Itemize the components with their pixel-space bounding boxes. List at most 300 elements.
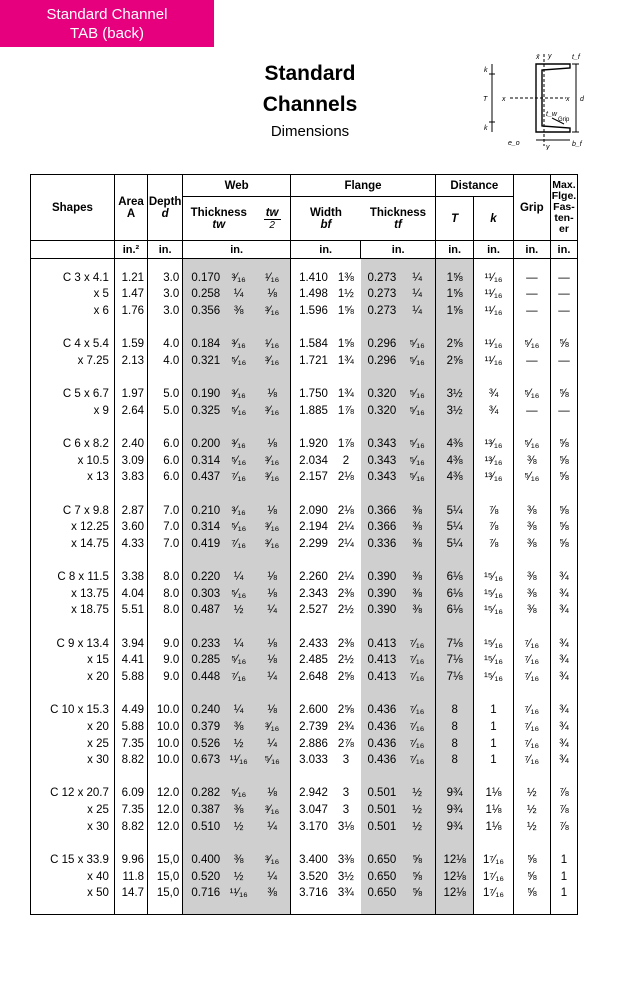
cell-flange-width-dec: 2.527	[299, 604, 328, 617]
cell-flange-thickness-dec: 0.390	[361, 602, 399, 619]
cell-flange-thickness-dec: 0.413	[361, 652, 399, 669]
table-row	[31, 652, 578, 669]
cell-distance-k: ¹¹⁄₁₆	[474, 286, 513, 303]
spacer-cell	[183, 369, 223, 386]
cell-web-thickness-frac: ¼	[223, 635, 254, 652]
table-row	[31, 452, 578, 469]
cell-depth: 6.0	[148, 436, 183, 453]
spacer-cell	[290, 552, 330, 569]
cell-half-web: ¼	[254, 602, 290, 619]
cell-depth: 4.0	[148, 336, 183, 353]
bottom-spacer	[31, 902, 578, 915]
header-flange-thickness-sym: tf	[394, 218, 402, 231]
cell-depth: 10.0	[148, 735, 183, 752]
table-row	[31, 536, 578, 553]
cell-shape: x 9	[31, 402, 115, 419]
header-max-line3: Fas-	[553, 201, 575, 213]
cell-distance-T: 2⅝	[435, 352, 473, 369]
cell-flange-width-dec: 2.600	[299, 704, 328, 717]
cell-depth: 10.0	[148, 719, 183, 736]
header-flange-width-sym: bf	[320, 218, 332, 231]
spacer-cell	[550, 369, 577, 386]
diagram-label-T: T	[483, 96, 488, 103]
cell-flange-thickness-dec: 0.336	[361, 536, 399, 553]
spacer-cell	[361, 835, 399, 852]
cell-depth: 7.0	[148, 502, 183, 519]
cell-web-thickness-frac: ¹¹⁄₁₆	[223, 752, 254, 769]
cell-flange-thickness-dec: 0.436	[361, 719, 399, 736]
table-row	[31, 885, 578, 902]
page-subtitle: Dimensions	[270, 123, 350, 140]
header-flange: Flange	[290, 175, 435, 197]
cell-flange-width-frac: 1¾	[337, 388, 354, 401]
cell-flange-width-dec: 1.498	[299, 288, 328, 301]
cell-flange-width-dec: 2.942	[299, 787, 328, 800]
cell-max-fastener: ¾	[559, 637, 569, 650]
spacer-cell	[399, 369, 435, 386]
cell-grip: ⁷⁄₁₆	[513, 719, 550, 736]
cell-max-fastener: ⅞	[559, 804, 569, 817]
cell-distance-k: 1	[474, 735, 513, 752]
cell-shape: x 40	[31, 868, 115, 885]
spacer-cell	[31, 769, 115, 786]
cell-shape: x 5	[31, 286, 115, 303]
spacer-cell	[183, 769, 223, 786]
cell-area: 4.41	[114, 652, 147, 669]
spacer-cell	[31, 486, 115, 503]
cell-area: 3.09	[114, 452, 147, 469]
spacer-cell	[331, 486, 361, 503]
section-tab-line1: Standard Channel	[46, 6, 168, 23]
cell-flange-thickness-frac: ⁵⁄₁₆	[399, 352, 435, 369]
spacer-cell	[290, 319, 330, 336]
cell-grip: ⅝	[513, 868, 550, 885]
table-row	[31, 286, 578, 303]
cell-flange-width-dec: 2.034	[299, 454, 328, 467]
unit-max-fastener: in.	[557, 243, 571, 256]
cell-web-thickness-dec: 0.240	[183, 702, 223, 719]
cell-flange-thickness-frac: ⅝	[399, 852, 435, 869]
cell-flange-thickness-frac: ⁵⁄₁₆	[399, 386, 435, 403]
spacer-cell	[290, 835, 330, 852]
cell-area: 4.04	[114, 585, 147, 602]
cell-shape: x 30	[31, 752, 115, 769]
cell-max-fastener: —	[558, 288, 570, 301]
cell-grip: ½	[513, 785, 550, 802]
cell-max-fastener: ⅝	[559, 438, 569, 450]
cell-flange-width-frac: 1¾	[337, 354, 354, 367]
cell-distance-T: 4⅜	[435, 436, 473, 453]
cell-max-fastener: ¾	[559, 587, 569, 600]
cell-web-thickness-dec: 0.510	[183, 818, 223, 835]
cell-shape: x 7.25	[31, 352, 115, 369]
cell-max-fastener: ⅝	[559, 338, 569, 351]
cell-flange-width-dec: 2.648	[299, 670, 328, 683]
cell-grip: ⁷⁄₁₆	[513, 735, 550, 752]
cell-shape: x 20	[31, 669, 115, 686]
cell-flange-thickness-frac: ⅜	[399, 536, 435, 553]
cell-grip: ⁷⁄₁₆	[513, 652, 550, 669]
header-half-tw-den: 2	[269, 219, 275, 231]
cell-web-thickness-frac: ¼	[223, 286, 254, 303]
cell-flange-width-dec: 2.194	[299, 521, 328, 534]
cell-flange-thickness-frac: ⅜	[399, 585, 435, 602]
cell-web-thickness-dec: 0.321	[183, 352, 223, 369]
cell-max-fastener: ¾	[559, 670, 569, 683]
cell-distance-k: ⅞	[474, 536, 513, 553]
cell-web-thickness-frac: ⁵⁄₁₆	[223, 785, 254, 802]
spacer-cell	[331, 369, 361, 386]
cell-area: 4.33	[114, 536, 147, 553]
cell-flange-thickness-frac: ⁷⁄₁₆	[399, 719, 435, 736]
cell-area: 2.87	[114, 502, 147, 519]
cell-area: 1.97	[114, 386, 147, 403]
cell-area: 2.40	[114, 436, 147, 453]
header-flange-thickness	[361, 197, 436, 241]
cell-max-fastener: ¾	[559, 720, 569, 733]
cell-web-thickness-dec: 0.200	[183, 436, 223, 453]
cell-shape: C 8 x 11.5	[31, 569, 115, 586]
cell-grip: ⁷⁄₁₆	[513, 635, 550, 652]
table-row	[31, 402, 578, 419]
cell-flange-width-frac: 2⅜	[337, 637, 354, 650]
cell-flange-width-dec: 2.739	[299, 720, 328, 733]
cell-grip: ⅜	[513, 585, 550, 602]
cell-grip: ⅝	[513, 852, 550, 869]
cell-max-fastener: 1	[560, 854, 568, 867]
spacer-cell	[254, 419, 290, 436]
cell-flange-width-frac: 2¼	[337, 571, 354, 584]
cell-distance-k: 1⅛	[474, 785, 513, 802]
cell-max-fastener: ⅞	[559, 787, 569, 800]
cell-flange-width-dec: 1.584	[299, 338, 328, 351]
table-body	[31, 259, 578, 915]
spacer-cell	[513, 769, 550, 786]
cell-distance-T: 8	[435, 719, 473, 736]
cell-flange-thickness-dec: 0.296	[361, 336, 399, 353]
spacer-cell	[435, 685, 473, 702]
cell-flange-width-dec: 3.047	[299, 804, 328, 817]
spacer-cell	[148, 902, 183, 915]
cell-grip: ⁷⁄₁₆	[513, 669, 550, 686]
group-spacer	[31, 419, 578, 436]
unit-area: in.²	[114, 241, 147, 259]
cell-half-web: ⅛	[254, 585, 290, 602]
cell-flange-thickness-frac: ½	[399, 785, 435, 802]
spacer-cell	[435, 835, 473, 852]
spacer-cell	[399, 619, 435, 636]
section-tab-line2: TAB (back)	[70, 25, 144, 42]
spacer-cell	[361, 685, 399, 702]
cell-distance-T: 3½	[435, 402, 473, 419]
spacer-cell	[513, 552, 550, 569]
cell-flange-width-frac: 3⅜	[337, 854, 354, 867]
cell-web-thickness-frac: ⁵⁄₁₆	[223, 352, 254, 369]
cell-area: 1.21	[114, 269, 147, 286]
spacer-cell	[114, 769, 147, 786]
cell-flange-width-dec: 1.721	[299, 354, 328, 367]
cell-distance-T: 6⅛	[435, 602, 473, 619]
spacer-cell	[148, 552, 183, 569]
table-row	[31, 386, 578, 403]
cell-distance-T: 9¾	[435, 785, 473, 802]
diagram-label-d: d	[580, 96, 584, 103]
cell-flange-thickness-dec: 0.320	[361, 386, 399, 403]
spacer-cell	[31, 319, 115, 336]
cell-flange-width-frac: 2⅛	[337, 471, 354, 484]
cell-distance-k: 1	[474, 752, 513, 769]
cell-area: 6.09	[114, 785, 147, 802]
cell-shape: x 25	[31, 802, 115, 819]
cell-half-web: ⅛	[254, 286, 290, 303]
cell-flange-thickness-dec: 0.366	[361, 502, 399, 519]
cell-flange-thickness-dec: 0.650	[361, 885, 399, 902]
cell-shape: C 5 x 6.7	[31, 386, 115, 403]
cell-shape: x 15	[31, 652, 115, 669]
spacer-cell	[435, 486, 473, 503]
cell-area: 14.7	[114, 885, 147, 902]
cell-flange-thickness-frac: ⁷⁄₁₆	[399, 752, 435, 769]
table-row	[31, 785, 578, 802]
cell-web-thickness-dec: 0.314	[183, 452, 223, 469]
spacer-cell	[550, 835, 577, 852]
spacer-cell	[361, 259, 399, 270]
spacer-cell	[474, 619, 513, 636]
cell-grip: ⁵⁄₁₆	[513, 336, 550, 353]
cell-max-fastener: ¾	[559, 754, 569, 767]
cell-web-thickness-frac: ⁷⁄₁₆	[223, 669, 254, 686]
table-row	[31, 269, 578, 286]
cell-depth: 6.0	[148, 469, 183, 486]
cell-grip: —	[513, 402, 550, 419]
cell-distance-T: 7⅛	[435, 652, 473, 669]
cell-flange-thickness-frac: ⁵⁄₁₆	[399, 452, 435, 469]
cell-area: 2.64	[114, 402, 147, 419]
cell-flange-width-dec: 1.920	[299, 438, 328, 450]
cell-distance-T: 8	[435, 702, 473, 719]
cell-flange-thickness-dec: 0.436	[361, 752, 399, 769]
cell-depth: 15,0	[148, 868, 183, 885]
cell-distance-T: 12⅛	[435, 852, 473, 869]
spacer-cell	[114, 486, 147, 503]
cell-depth: 4.0	[148, 352, 183, 369]
cell-distance-T: 6⅛	[435, 569, 473, 586]
cell-max-fastener: —	[558, 354, 570, 367]
cell-flange-thickness-frac: ⁷⁄₁₆	[399, 735, 435, 752]
cell-flange-width-frac: 2⅞	[337, 737, 354, 750]
group-spacer	[31, 835, 578, 852]
header-max-line1: Max.	[552, 179, 576, 191]
cell-flange-thickness-frac: ⅜	[399, 502, 435, 519]
cell-shape: C 3 x 4.1	[31, 269, 115, 286]
cell-flange-thickness-dec: 0.296	[361, 352, 399, 369]
spacer-cell	[31, 685, 115, 702]
spacer-cell	[183, 259, 223, 270]
cell-shape: C 15 x 33.9	[31, 852, 115, 869]
spacer-cell	[435, 769, 473, 786]
table-row	[31, 569, 578, 586]
cell-half-web: ¼	[254, 818, 290, 835]
cell-distance-T: 12⅛	[435, 885, 473, 902]
cell-distance-T: 4⅜	[435, 452, 473, 469]
cell-web-thickness-frac: ⁷⁄₁₆	[223, 469, 254, 486]
cell-shape: C 10 x 15.3	[31, 702, 115, 719]
cell-flange-width-dec: 1.596	[299, 304, 328, 317]
spacer-cell	[148, 619, 183, 636]
header-max-line2: Flge.	[551, 190, 577, 202]
cell-area: 1.59	[114, 336, 147, 353]
spacer-cell	[290, 902, 330, 915]
cell-flange-width-dec: 2.299	[299, 537, 328, 550]
table-row	[31, 802, 578, 819]
header-flange-thickness-label: Thickness	[369, 206, 427, 219]
unit-flange-width: in.	[290, 241, 360, 259]
cell-distance-k: ¹³⁄₁₆	[474, 436, 513, 453]
cell-distance-T: 4⅜	[435, 469, 473, 486]
spacer-cell	[550, 619, 577, 636]
cell-flange-width-frac: 2	[342, 454, 350, 467]
cell-shape: x 30	[31, 818, 115, 835]
cell-flange-thickness-dec: 0.501	[361, 818, 399, 835]
cell-web-thickness-dec: 0.673	[183, 752, 223, 769]
cell-flange-width-dec: 2.433	[299, 637, 328, 650]
table-row	[31, 519, 578, 536]
cell-web-thickness-frac: ⁵⁄₁₆	[223, 585, 254, 602]
header-shapes: Shapes	[31, 175, 115, 241]
spacer-cell	[114, 835, 147, 852]
spacer-cell	[513, 835, 550, 852]
cell-web-thickness-dec: 0.520	[183, 868, 223, 885]
header-max-line4: ten-	[554, 212, 574, 224]
spacer-cell	[31, 835, 115, 852]
section-tab[interactable]	[0, 0, 214, 47]
cell-distance-k: ¹¹⁄₁₆	[474, 269, 513, 286]
cell-distance-k: 1⁷⁄₁₆	[474, 852, 513, 869]
channel-section-diagram	[480, 50, 590, 150]
cell-web-thickness-frac: ¼	[223, 702, 254, 719]
spacer-cell	[513, 319, 550, 336]
cell-distance-k: 1	[474, 702, 513, 719]
cell-area: 11.8	[114, 868, 147, 885]
cell-half-web: ⁵⁄₁₆	[254, 752, 290, 769]
header-flange-width-label: Width	[310, 206, 342, 219]
table-row	[31, 719, 578, 736]
cell-shape: x 10.5	[31, 452, 115, 469]
cell-depth: 10.0	[148, 702, 183, 719]
cell-depth: 9.0	[148, 652, 183, 669]
table-row	[31, 669, 578, 686]
cell-shape: C 4 x 5.4	[31, 336, 115, 353]
spacer-cell	[331, 619, 361, 636]
header-area-sym: A	[126, 207, 136, 220]
spacer-cell	[31, 369, 115, 386]
spacer-cell	[183, 619, 223, 636]
cell-max-fastener: ¾	[559, 737, 569, 750]
cell-grip: ⅜	[513, 502, 550, 519]
cell-depth: 7.0	[148, 536, 183, 553]
spacer-cell	[290, 685, 330, 702]
spacer-cell	[254, 486, 290, 503]
cell-flange-width-dec: 1.885	[299, 404, 328, 417]
table-header	[31, 175, 578, 259]
cell-shape: x 6	[31, 303, 115, 320]
table-row	[31, 502, 578, 519]
cell-web-thickness-frac: ½	[223, 735, 254, 752]
group-spacer	[31, 619, 578, 636]
cell-web-thickness-dec: 0.233	[183, 635, 223, 652]
spacer-cell	[223, 902, 254, 915]
cell-distance-T: 9¾	[435, 802, 473, 819]
cell-depth: 9.0	[148, 635, 183, 652]
cell-half-web: ³⁄₁₆	[254, 303, 290, 320]
cell-web-thickness-dec: 0.303	[183, 585, 223, 602]
cell-web-thickness-frac: ⁷⁄₁₆	[223, 536, 254, 553]
spacer-cell	[399, 769, 435, 786]
cell-flange-thickness-dec: 0.366	[361, 519, 399, 536]
cell-half-web: ⅛	[254, 436, 290, 453]
cell-area: 2.13	[114, 352, 147, 369]
cell-web-thickness-frac: ¼	[223, 569, 254, 586]
spacer-cell	[399, 835, 435, 852]
spacer-cell	[223, 369, 254, 386]
cell-flange-width-frac: 2⅛	[337, 504, 354, 517]
spacer-cell	[254, 552, 290, 569]
cell-distance-k: ¹⁵⁄₁₆	[474, 569, 513, 586]
header-max-line5: er	[559, 223, 569, 235]
cell-distance-T: 8	[435, 752, 473, 769]
spacer-cell	[513, 369, 550, 386]
spacer-cell	[31, 619, 115, 636]
cell-flange-thickness-frac: ⁷⁄₁₆	[399, 652, 435, 669]
spacer-cell	[474, 419, 513, 436]
spacer-cell	[474, 319, 513, 336]
cell-flange-thickness-frac: ⅝	[399, 885, 435, 902]
cell-depth: 3.0	[148, 286, 183, 303]
cell-flange-thickness-dec: 0.273	[361, 303, 399, 320]
diagram-label-k-bottom: k	[484, 125, 488, 132]
spacer-cell	[331, 769, 361, 786]
cell-area: 3.60	[114, 519, 147, 536]
cell-max-fastener: ¾	[559, 571, 569, 584]
spacer-cell	[399, 685, 435, 702]
cell-flange-width-frac: 1⅞	[337, 438, 354, 450]
cell-area: 5.88	[114, 669, 147, 686]
spacer-cell	[513, 486, 550, 503]
spacer-cell	[114, 419, 147, 436]
cell-depth: 3.0	[148, 303, 183, 320]
top-spacer	[31, 259, 578, 270]
header-flange-width	[290, 197, 360, 241]
cell-distance-k: ¹³⁄₁₆	[474, 469, 513, 486]
cell-flange-width-dec: 3.170	[299, 820, 328, 833]
cell-flange-width-frac: 2⅜	[337, 587, 354, 600]
cell-distance-k: 1⅛	[474, 818, 513, 835]
cell-depth: 15,0	[148, 885, 183, 902]
spacer-cell	[114, 685, 147, 702]
cell-web-thickness-frac: ³⁄₁₆	[223, 436, 254, 453]
diagram-label-bf: b_f	[572, 141, 582, 148]
spacer-cell	[223, 685, 254, 702]
header-area	[114, 175, 147, 241]
cell-half-web: ¹⁄₁₆	[254, 269, 290, 286]
cell-web-thickness-dec: 0.448	[183, 669, 223, 686]
spacer-cell	[148, 419, 183, 436]
cell-grip: ⁵⁄₁₆	[513, 386, 550, 403]
cell-web-thickness-dec: 0.258	[183, 286, 223, 303]
table-row	[31, 602, 578, 619]
page-title-line2: Channels	[262, 93, 358, 116]
cell-web-thickness-frac: ¹¹⁄₁₆	[223, 885, 254, 902]
